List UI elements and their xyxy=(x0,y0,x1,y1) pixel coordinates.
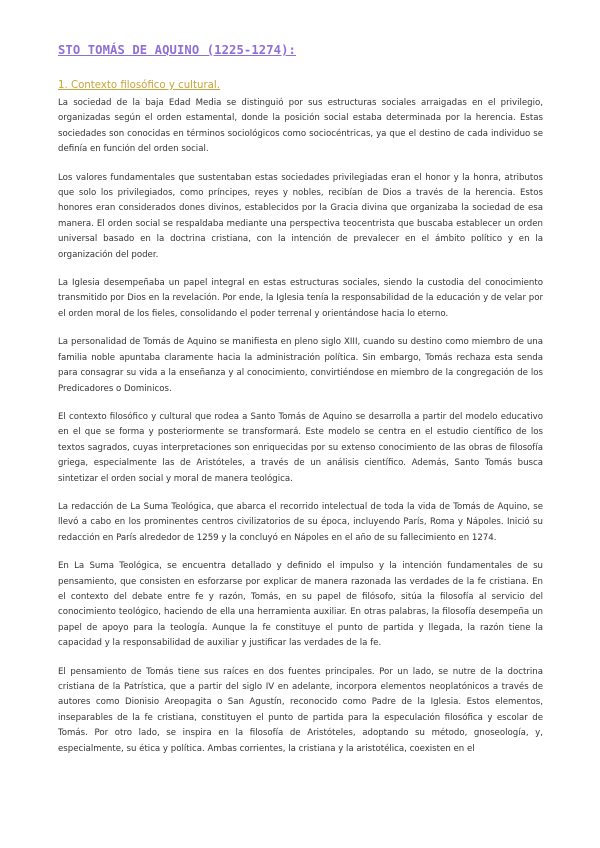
paragraph: En La Suma Teológica, se encuentra detallado y definido el impulso y la intención fundamentales de su pensamiento, que consisten en esforzarse por explicar de manera razonada las verdades de la fe cristiana. En el contexto del debate entre fe y razón, Tomás, en su papel de filósofo, sitúa la filosofía al servicio del conocimiento teológico, haciendo de ella una herramienta auxiliar. En otras palabras, la filosofía desempeña un papel de apoyo para la teología. Aunque la fe constituye el punto de partida y llegada, la razón tiene la capacidad y la responsabilidad de auxiliar y justificar las verdades de la fe. xyxy=(58,561,543,649)
paragraph: La sociedad de la baja Edad Media se distinguió por sus estructuras sociales arraigadas en el privilegio, organizadas según el orden estamental, donde la posición social estaba determinada por la herencia. Estas sociedades son conocidas en términos sociológicos como sociocéntricas, ya que el destino de cada individuo se definía en función del orden social. xyxy=(58,98,543,155)
document-body xyxy=(58,96,543,757)
paragraph: El pensamiento de Tomás tiene sus raíces en dos fuentes principales. Por un lado, se nutre de la doctrina cristiana de la Patrística, que a partir del siglo IV en adelante, incorpora elementos neoplatónicos a través de autores como Dionisio Areopagita o San Agustín, reconocido como Padre de la Iglesia. Estos elementos, inseparables de la fe cristiana, constituyen el punto de partida para la especulación filosófica y escolar de Tomás. Por otro lado, se inspira en la filosofía de Aristóteles, adoptando su método, gnoseología, y, especialmente, su ética y política. Ambas corrientes, la cristiana y la aristotélica, coexisten en el xyxy=(58,666,543,754)
paragraph: La Iglesia desempeñaba un papel integral en estas estructuras sociales, siendo la custodia del conocimiento transmitido por Dios en la revelación. Por ende, la Iglesia tenía la responsabilidad de la educación y de velar por el orden moral de los fieles, consolidando el poder terrenal y orientándose hacia lo eterno. xyxy=(58,278,543,319)
section-heading: 1. Contexto filosófico y cultural. xyxy=(58,80,220,91)
document-title: STO TOMÁS DE AQUINO (1225-1274): xyxy=(58,43,296,57)
paragraph: La personalidad de Tomás de Aquino se manifiesta en pleno siglo XIII, cuando su destino como miembro de una familia noble apuntaba claramente hacia la administración política. Sin embargo, Tomás rechaza esta senda para consagrar su vida a la enseñanza y al conocimiento, convirtiéndose en miembro de la congregación de los Predicadores o Dominicos. xyxy=(58,337,543,394)
paragraph: El contexto filosófico y cultural que rodea a Santo Tomás de Aquino se desarrolla a partir del modelo educativo en el que se forma y posteriormente se transformará. Este modelo se centra en el estudio científico de los textos sagrados, cuyas interpretaciones son enriquecidas por su extenso conocimiento de las obras de filosofía griega, especialmente las de Aristóteles, a través de un análisis científico. Además, Santo Tomás busca sintetizar el orden social y moral de manera teológica. xyxy=(58,411,543,484)
paragraph: La redacción de La Suma Teológica, que abarca el recorrido intelectual de toda la vida de Tomás de Aquino, se llevó a cabo en los prominentes centros civilizatorios de su época, incluyendo París, Roma y Nápoles. Inició su redacción en París alrededor de 1259 y la concluyó en Nápoles en el año de su fallecimiento en 1274. xyxy=(58,501,543,543)
paragraph: Los valores fundamentales que sustentaban estas sociedades privilegiadas eran el honor y la honra, atributos que solo los privilegiados, como príncipes, reyes y nobles, recibían de Dios a través de la herencia. Estos honores eran considerados dones divinos, establecidos por la Gracia divina que organizaba la sociedad de esa manera. El orden social se respaldaba mediante una perspectiva teocentrista que buscaba establecer un orden universal basado en la doctrina cristiana, con la intención de prevalecer en el ámbito político y en la organización del poder. xyxy=(58,172,543,260)
